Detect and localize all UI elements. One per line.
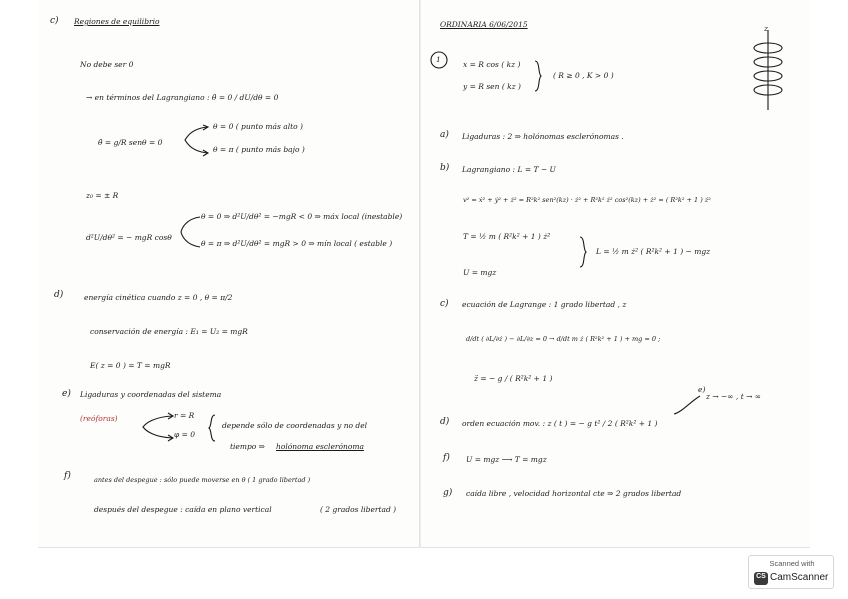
problem-number: 1 xyxy=(436,55,441,64)
f-line-3: ( 2 grados libertad ) xyxy=(320,505,397,514)
curly-brace-e xyxy=(207,414,217,442)
d-line-2: conservación de energía : E₁ = U₂ = mgR xyxy=(90,327,248,336)
curly-brace-b xyxy=(578,236,588,268)
e-branch-1: r = R xyxy=(174,411,195,420)
c-line-2: → en términos del Lagrangiano : θ̈ = 0 / dU/dθ = 0 xyxy=(86,93,279,102)
helix-diagram xyxy=(748,30,788,110)
f-line-2: después del despegue : caída en plano vertical xyxy=(94,505,272,514)
exam-header: ORDINARIA 6/06/2015 xyxy=(440,20,528,29)
c-line-1: No debe ser 0 xyxy=(80,60,134,69)
rc-line-2: d/dt ( ∂L/∂ż ) − ∂L/∂z = 0 → d/dt m ż ( R²k² + 1 ) + mg = 0 ; xyxy=(466,335,661,343)
b-line-2: v² = ẋ² + ẏ² + ż² = R²k² sen²(kz) · ż² + R²k² ż² cos²(kz) + ż² = ( R²k² + 1 ) ż² xyxy=(463,196,711,204)
d-label: d) xyxy=(440,417,450,427)
b-line-4: L = ½ m ż² ( R²k² + 1 ) − mgz xyxy=(596,247,711,256)
section-e-label: e) xyxy=(62,389,71,399)
e-branch-2: φ = 0 xyxy=(174,430,196,439)
c-line-4: z₀ = ± R xyxy=(86,191,119,200)
rg-line-1: caída libre , velocidad horizontal cte ⇒ 2 grados libertad xyxy=(466,489,682,498)
a-line-1: Ligaduras : 2 ⇒ holónomas esclerónomas . xyxy=(462,132,624,141)
rc-line-1: ecuación de Lagrange : 1 grado libertad , z xyxy=(462,300,627,309)
branch-brace-1 xyxy=(181,125,211,155)
b-line-3: T = ½ m ( R²k² + 1 ) ż² xyxy=(463,232,551,241)
limit-arrow xyxy=(672,390,702,416)
c-line-3: θ̈ = g/R senθ = 0 xyxy=(98,138,163,147)
b-line-1: Lagrangiano : L = T − U xyxy=(462,165,556,174)
curly-brace-p1 xyxy=(533,60,543,92)
e-line-3b: holónoma esclerónoma xyxy=(276,442,364,451)
watermark-caption: Scanned with xyxy=(769,559,815,568)
rd-line-1: orden ecuación mov. : z ( t ) = − g t² / 2 ( R²k² + 1 ) xyxy=(462,419,658,428)
p1-conditions: ( R ≥ 0 , K > 0 ) xyxy=(553,71,614,80)
rf-line-1: U = mgz ⟶ T = mgz xyxy=(466,455,547,464)
e-red-note: (reóforas) xyxy=(80,414,118,423)
camscanner-watermark xyxy=(748,555,834,589)
a-label: a) xyxy=(440,130,449,140)
rd-tag: e) xyxy=(698,385,706,394)
section-c-label: c) xyxy=(50,16,59,26)
c-branch-1: θ = 0 ( punto más alto ) xyxy=(213,122,303,131)
camscanner-logo-icon xyxy=(754,572,768,585)
helix-axis-label: z xyxy=(764,24,768,33)
d-line-3: E( z = 0 ) = T = mgR xyxy=(90,361,171,370)
scanned-sheet xyxy=(38,0,810,548)
section-f-label: f) xyxy=(64,471,71,481)
e-line-3a: tiempo ⇒ xyxy=(230,442,265,451)
branch-brace-3 xyxy=(140,413,174,441)
c-line-5: d²U/dθ² = − mgR cosθ xyxy=(86,233,172,242)
d-line-1: energía cinética cuando z = 0 , θ = π/2 xyxy=(84,293,233,302)
section-c-title: Regiones de equilibrio xyxy=(74,17,160,26)
p1-line-1: x = R cos ( kz ) xyxy=(463,60,521,69)
e-line-1: Ligaduras y coordenadas del sistema xyxy=(80,390,222,399)
camscanner-logo-text: CS xyxy=(756,573,766,580)
c-branch-2: θ = π ( punto más bajo ) xyxy=(213,145,305,154)
f-label: f) xyxy=(443,453,450,463)
g-label: g) xyxy=(443,488,453,498)
p1-line-2: y = R sen ( kz ) xyxy=(463,82,521,91)
c-branch-3: θ = 0 ⇒ d²U/dθ² = −mgR < 0 ⇒ máx local (inestable) xyxy=(201,212,403,221)
c-branch-4: θ = π ⇒ d²U/dθ² = mgR > 0 ⇒ mín local ( estable ) xyxy=(201,239,393,248)
b-line-5: U = mgz xyxy=(463,268,497,277)
c-label: c) xyxy=(440,299,449,309)
e-line-2: depende sólo de coordenadas y no del xyxy=(222,421,368,430)
section-d-label: d) xyxy=(54,290,64,300)
page-fold xyxy=(419,0,421,548)
rd-limit: z → −∞ , t → ∞ xyxy=(706,392,762,401)
b-label: b) xyxy=(440,163,450,173)
f-line-1: antes del despegue : sólo puede moverse en θ ( 1 grado libertad ) xyxy=(94,476,311,484)
branch-brace-2 xyxy=(178,215,202,249)
watermark-brand: CamScanner xyxy=(770,572,829,583)
rc-line-3: z̈ = − g / ( R²k² + 1 ) xyxy=(474,374,553,383)
